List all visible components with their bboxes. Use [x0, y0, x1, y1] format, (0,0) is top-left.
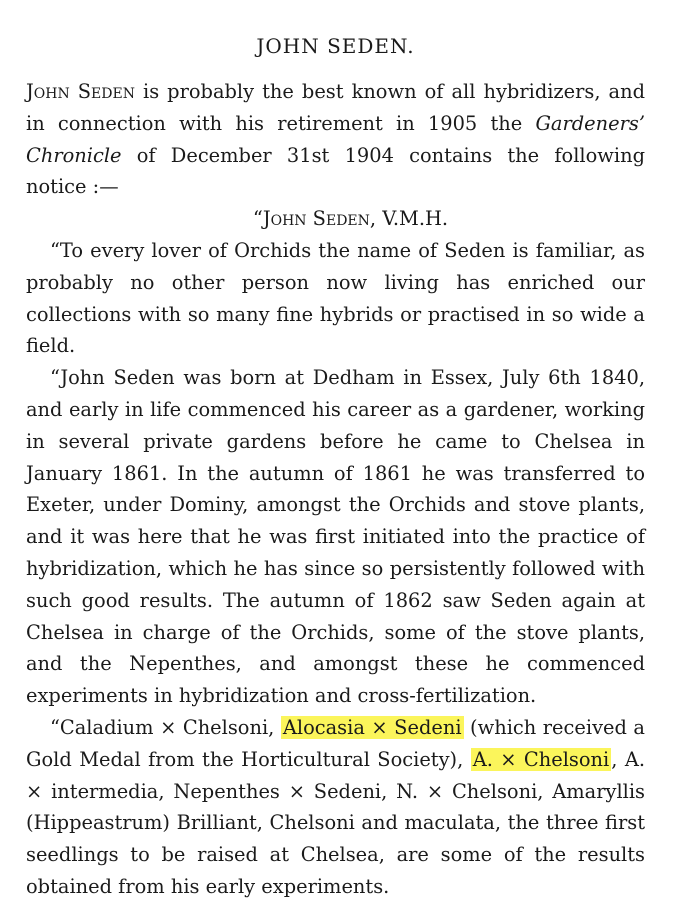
intro-journal: Gardeners’ Chronicle	[26, 111, 645, 167]
quote-heading-name: John Seden	[262, 207, 370, 231]
paragraph-3-part-1: “Caladium × Chelsoni,	[50, 715, 281, 739]
intro-text-2: of December 31st 1904 contains the following notice :—	[26, 143, 645, 199]
highlight-a-chelsoni: A. × Chelsoni	[472, 747, 610, 771]
paragraph-3-part-2: (which received a Gold Medal from the Horticultural Society),	[26, 715, 645, 771]
paragraph-1: “To every lover of Orchids the name of Seden is familiar, as probably no other person now living has enriched our collections with so many fine hybrids or practised in so wide a field.	[26, 238, 645, 358]
paragraph-3-part-3: , A. × intermedia, Nepenthes × Sedeni, N. × Chelsoni, Amaryllis (Hippeastrum) Brilliant, Chelsoni and maculata, the three first seedlings to be raised at Chelsea, are some of the results obtained from his early experiments.	[26, 747, 645, 898]
intro-text-1: is probably the best known of all hybridizers, and in connection with his retirement in 1905 the	[26, 80, 646, 135]
paragraph-2: “John Seden was born at Dedham in Essex, July 6th 1840, and early in life commenced his career as a gardener, working in several private gardens before he came to Chelsea in January 1861. In the autumn of 1861 he was transferred to Exeter, under Dominy, amongst the Orchids and stove plants, and it was here that he was first initiated into the practice of hybridization, which he has since so persistently followed with such good results. The autumn of 1862 saw Seden again at Chelsea in charge of the Orchids, some of the stove plants, and the Nepenthes, and amongst these he commenced experiments in hybridization and cross-fertilization.	[26, 366, 645, 708]
highlight-alocasia-sedeni: Alocasia × Sedeni	[282, 715, 462, 739]
quote-heading-suffix: , V.M.H.	[369, 207, 449, 231]
page-title: JOHN SEDEN.	[256, 34, 415, 58]
intro-paragraph	[26, 76, 645, 203]
quote-heading-open: “	[252, 207, 263, 231]
intro-name: John Seden	[26, 80, 135, 103]
paragraph-3	[26, 712, 645, 903]
quote-heading	[56, 203, 645, 235]
